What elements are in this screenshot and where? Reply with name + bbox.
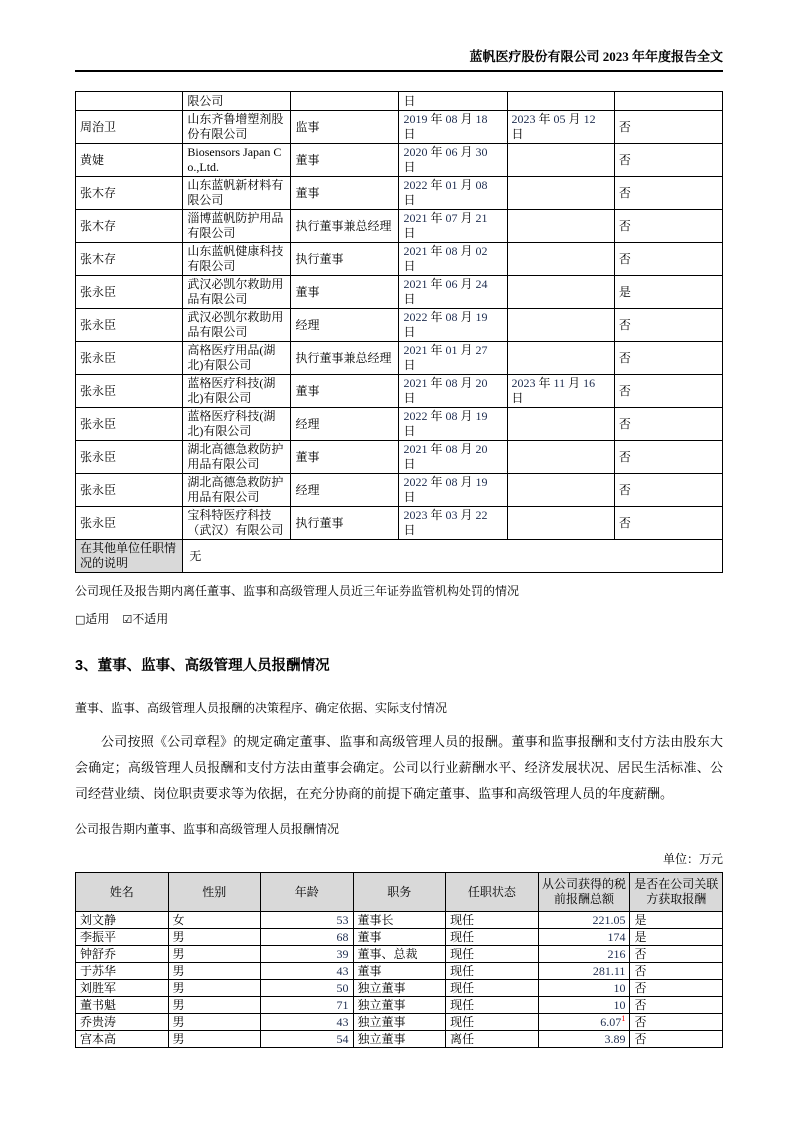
cell-related-pay-flag: 否	[614, 309, 722, 342]
cell-position: 董事	[291, 375, 399, 408]
cell-status: 现任	[446, 912, 539, 929]
cell-age: 71	[261, 997, 354, 1014]
cell-company: Biosensors Japan Co.,Ltd.	[183, 144, 291, 177]
cell-name: 周治卫	[76, 111, 183, 144]
table-row	[76, 210, 723, 243]
cell-gender: 男	[168, 980, 261, 997]
cell-age: 53	[261, 912, 354, 929]
cell-pretax-pay: 221.05	[538, 912, 630, 929]
table-header-row	[76, 873, 723, 912]
cell-company: 宝科特医疗科技（武汉）有限公司	[183, 507, 291, 540]
cell-related-pay-flag: 否	[614, 375, 722, 408]
cell-position: 董事	[353, 929, 446, 946]
cell-company: 蓝格医疗科技(湖北)有限公司	[183, 408, 291, 441]
table-row	[76, 243, 723, 276]
subsection-title: 董事、监事、高级管理人员报酬的决策程序、确定依据、实际支付情况	[75, 701, 448, 715]
column-header: 年龄	[261, 873, 354, 912]
cell-end-date	[507, 342, 614, 375]
cell-end-date: 2023 年 11 月 16 日	[507, 375, 614, 408]
page-content	[75, 46, 723, 1048]
table-row	[76, 408, 723, 441]
cell-name: 张永臣	[76, 309, 183, 342]
cell-name: 钟舒乔	[76, 946, 169, 963]
table-row	[76, 144, 723, 177]
cell-pretax-pay: 3.89	[538, 1031, 630, 1048]
cell-name: 李振平	[76, 929, 169, 946]
cell-related-pay-flag: 否	[614, 243, 722, 276]
column-header: 职务	[353, 873, 446, 912]
table-row	[76, 441, 723, 474]
cell-age: 68	[261, 929, 354, 946]
cell-end-date	[507, 474, 614, 507]
table-row	[76, 912, 723, 929]
cell-name: 张木存	[76, 210, 183, 243]
cell-end-date	[507, 177, 614, 210]
cell-end-date	[507, 144, 614, 177]
cell-name: 宫本高	[76, 1031, 169, 1048]
cell-position: 经理	[291, 408, 399, 441]
cell-related-party-pay: 否	[630, 946, 723, 963]
cell-related-party-pay: 是	[630, 912, 723, 929]
cell-start-date: 2021 年 01 月 27 日	[399, 342, 507, 375]
table-row	[76, 111, 723, 144]
table-row	[76, 342, 723, 375]
report-header	[75, 46, 723, 72]
cell-name: 刘胜军	[76, 980, 169, 997]
cell-position: 董事	[291, 144, 399, 177]
cell-position: 执行董事	[291, 243, 399, 276]
cell-end-date: 2023 年 05 月 12 日	[507, 111, 614, 144]
cell-age: 39	[261, 946, 354, 963]
checkbox-unchecked-icon: □	[75, 613, 86, 626]
cell-status: 现任	[446, 997, 539, 1014]
cell-related-pay-flag: 否	[614, 474, 722, 507]
applicability-line	[75, 610, 723, 627]
cell-company: 蓝格医疗科技(湖北)有限公司	[183, 375, 291, 408]
table-row	[76, 177, 723, 210]
remuneration-table	[75, 872, 723, 1048]
cell-status: 现任	[446, 963, 539, 980]
cell-company: 淄博蓝帆防护用品有限公司	[183, 210, 291, 243]
cell-name: 张永臣	[76, 408, 183, 441]
cell-position: 独立董事	[353, 980, 446, 997]
remuneration-policy-paragraph: 公司按照《公司章程》的规定确定董事、监事和高级管理人员的报酬。董事和监事报酬和支付方法由股东大会确定；高级管理人员报酬和支付方法由董事会确定。公司以行业薪酬水平、经济发展状况、居民生活标准、公司经营业绩、岗位职责要求等为依据，在充分协商的前提下确定董事、监事和高级管理人员的年度薪酬。	[75, 734, 723, 801]
column-header: 性别	[168, 873, 261, 912]
cell-position: 董事	[291, 276, 399, 309]
cell-position	[291, 92, 399, 111]
cell-position: 执行董事兼总经理	[291, 210, 399, 243]
cell-name: 于苏华	[76, 963, 169, 980]
cell-related-pay-flag: 否	[614, 177, 722, 210]
column-header: 从公司获得的税前报酬总额	[538, 873, 630, 912]
cell-gender: 男	[168, 997, 261, 1014]
table-row	[76, 375, 723, 408]
table-row	[76, 929, 723, 946]
cell-name: 张木存	[76, 243, 183, 276]
table-row-note	[76, 540, 723, 573]
external-positions-table	[75, 91, 723, 573]
cell-name: 董书魁	[76, 997, 169, 1014]
cell-related-pay-flag: 否	[614, 408, 722, 441]
cell-end-date	[507, 309, 614, 342]
cell-name: 张永臣	[76, 474, 183, 507]
cell-company: 限公司	[183, 92, 291, 111]
column-header: 是否在公司关联方获取报酬	[630, 873, 723, 912]
cell-company: 湖北高德急救防护用品有限公司	[183, 441, 291, 474]
cell-position: 董事长	[353, 912, 446, 929]
cell-start-date: 2023 年 03 月 22 日	[399, 507, 507, 540]
cell-related-party-pay: 否	[630, 963, 723, 980]
cell-name: 刘文静	[76, 912, 169, 929]
cell-start-date: 2022 年 08 月 19 日	[399, 408, 507, 441]
table-row	[76, 1031, 723, 1048]
unit-label: 单位：万元	[662, 852, 723, 866]
cell-company: 高格医疗用品(湖北)有限公司	[183, 342, 291, 375]
cell-related-pay-flag: 否	[614, 507, 722, 540]
applicable-label: 适用	[85, 612, 110, 626]
cell-company: 武汉必凯尔救助用品有限公司	[183, 309, 291, 342]
cell-position: 监事	[291, 111, 399, 144]
cell-start-date: 2022 年 08 月 19 日	[399, 474, 507, 507]
table-row	[76, 997, 723, 1014]
cell-gender: 男	[168, 1031, 261, 1048]
report-title: 蓝帆医疗股份有限公司 2023 年年度报告全文	[469, 49, 723, 64]
cell-start-date: 2022 年 01 月 08 日	[399, 177, 507, 210]
cell-pretax-pay: 6.07$^1$	[538, 1014, 630, 1031]
column-header: 任职状态	[446, 873, 539, 912]
cell-age: 50	[261, 980, 354, 997]
cell-name: 张永臣	[76, 375, 183, 408]
cell-position: 执行董事	[291, 507, 399, 540]
cell-pretax-pay: 174	[538, 929, 630, 946]
cell-start-date: 2021 年 07 月 21 日	[399, 210, 507, 243]
cell-position: 董事	[353, 963, 446, 980]
cell-related-party-pay: 否	[630, 980, 723, 997]
cell-position: 董事	[291, 177, 399, 210]
cell-related-party-pay: 是	[630, 929, 723, 946]
cell-company: 山东蓝帆健康科技有限公司	[183, 243, 291, 276]
column-header: 姓名	[76, 873, 169, 912]
cell-related-pay-flag: 是	[614, 276, 722, 309]
cell-start-date: 2019 年 08 月 18 日	[399, 111, 507, 144]
section-heading: 3、董事、监事、高级管理人员报酬情况	[75, 658, 330, 674]
cell-gender: 女	[168, 912, 261, 929]
cell-end-date	[507, 507, 614, 540]
cell-position: 独立董事	[353, 1031, 446, 1048]
cell-related-pay-flag	[614, 92, 722, 111]
period-remuneration-title: 公司报告期内董事、监事和高级管理人员报酬情况	[75, 822, 340, 836]
cell-gender: 男	[168, 929, 261, 946]
cell-end-date	[507, 92, 614, 111]
cell-end-date	[507, 276, 614, 309]
penalty-statement: 公司现任及报告期内离任董事、监事和高级管理人员近三年证券监管机构处罚的情况	[75, 584, 520, 598]
cell-start-date: 2021 年 08 月 20 日	[399, 441, 507, 474]
cell-related-pay-flag: 否	[614, 210, 722, 243]
cell-age: 43	[261, 963, 354, 980]
table-row	[76, 92, 723, 111]
cell-related-pay-flag: 否	[614, 111, 722, 144]
cell-name: 张永臣	[76, 342, 183, 375]
cell-position: 执行董事兼总经理	[291, 342, 399, 375]
cell-age: 43	[261, 1014, 354, 1031]
not-applicable-label: 不适用	[132, 612, 169, 626]
cell-start-date: 2021 年 08 月 02 日	[399, 243, 507, 276]
cell-end-date	[507, 408, 614, 441]
cell-related-party-pay: 否	[630, 997, 723, 1014]
cell-name: 张永臣	[76, 276, 183, 309]
cell-pretax-pay: 10	[538, 997, 630, 1014]
cell-pretax-pay: 216	[538, 946, 630, 963]
cell-company: 山东齐鲁增塑剂股份有限公司	[183, 111, 291, 144]
cell-status: 现任	[446, 946, 539, 963]
cell-related-pay-flag: 否	[614, 441, 722, 474]
cell-name: 张木存	[76, 177, 183, 210]
cell-age: 54	[261, 1031, 354, 1048]
checkbox-checked-icon: ☑	[122, 613, 133, 626]
table-row	[76, 276, 723, 309]
cell-position: 董事	[291, 441, 399, 474]
table-row	[76, 980, 723, 997]
cell-gender: 男	[168, 963, 261, 980]
cell-name: 乔贵涛	[76, 1014, 169, 1031]
cell-start-date: 2021 年 08 月 20 日	[399, 375, 507, 408]
cell-related-party-pay: 否	[630, 1031, 723, 1048]
cell-status: 离任	[446, 1031, 539, 1048]
cell-company: 湖北高德急救防护用品有限公司	[183, 474, 291, 507]
cell-related-party-pay: 否	[630, 1014, 723, 1031]
cell-start-date: 日	[399, 92, 507, 111]
cell-name	[76, 92, 183, 111]
cell-position: 独立董事	[353, 1014, 446, 1031]
table-row	[76, 963, 723, 980]
cell-company: 山东蓝帆新材料有限公司	[183, 177, 291, 210]
cell-position: 经理	[291, 309, 399, 342]
table-row	[76, 507, 723, 540]
cell-position: 经理	[291, 474, 399, 507]
cell-end-date	[507, 243, 614, 276]
cell-related-pay-flag: 否	[614, 342, 722, 375]
footnote-marker: 1	[621, 1013, 626, 1023]
cell-gender: 男	[168, 1014, 261, 1031]
note-label-cell: 在其他单位任职情况的说明	[76, 540, 183, 573]
cell-related-pay-flag: 否	[614, 144, 722, 177]
cell-name: 张永臣	[76, 441, 183, 474]
cell-start-date: 2021 年 06 月 24 日	[399, 276, 507, 309]
cell-gender: 男	[168, 946, 261, 963]
cell-company: 武汉必凯尔救助用品有限公司	[183, 276, 291, 309]
cell-status: 现任	[446, 1014, 539, 1031]
table-row	[76, 309, 723, 342]
note-value-cell: 无	[183, 540, 723, 573]
cell-pretax-pay: 10	[538, 980, 630, 997]
cell-start-date: 2020 年 06 月 30 日	[399, 144, 507, 177]
cell-position: 董事、总裁	[353, 946, 446, 963]
cell-status: 现任	[446, 980, 539, 997]
cell-status: 现任	[446, 929, 539, 946]
table-row	[76, 474, 723, 507]
cell-pretax-pay: 281.11	[538, 963, 630, 980]
cell-start-date: 2022 年 08 月 19 日	[399, 309, 507, 342]
cell-end-date	[507, 441, 614, 474]
cell-name: 张永臣	[76, 507, 183, 540]
table-row	[76, 1014, 723, 1031]
table-row	[76, 946, 723, 963]
cell-name: 黄婕	[76, 144, 183, 177]
cell-end-date	[507, 210, 614, 243]
cell-position: 独立董事	[353, 997, 446, 1014]
